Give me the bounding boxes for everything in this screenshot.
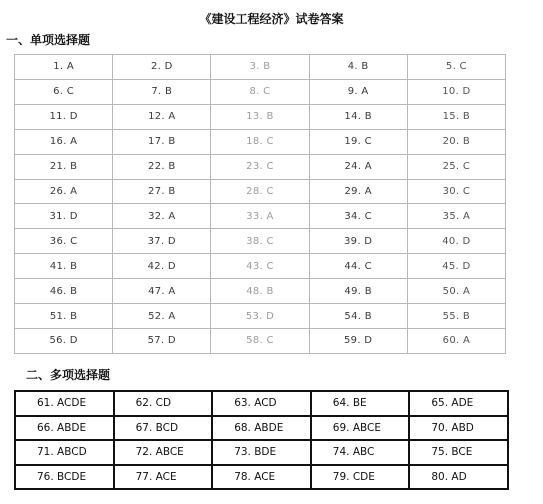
answer-cell: 43. C: [211, 254, 309, 279]
answer-cell: 23. C: [211, 154, 309, 179]
answer-cell: 19. C: [309, 129, 407, 154]
answer-cell: 54. B: [309, 304, 407, 329]
answer-cell: 25. C: [407, 154, 505, 179]
answer-cell: 35. A: [407, 204, 505, 229]
answer-cell: 16. A: [15, 129, 113, 154]
answer-cell: 51. B: [15, 304, 113, 329]
answer-cell: 2. D: [113, 55, 211, 80]
answer-cell: 57. D: [113, 328, 211, 353]
answer-cell: 30. C: [407, 179, 505, 204]
answer-cell: 74. ABC: [311, 440, 410, 465]
answer-cell: 7. B: [113, 79, 211, 104]
answer-cell: 80. AD: [409, 465, 508, 490]
answer-cell: 1. A: [15, 55, 113, 80]
answer-cell: 44. C: [309, 254, 407, 279]
table-row: [15, 416, 508, 441]
answer-cell: 75. BCE: [409, 440, 508, 465]
answer-cell: 21. B: [15, 154, 113, 179]
answer-cell: 13. B: [211, 104, 309, 129]
section-heading-multiple-choice: 二、多项选择题: [26, 368, 111, 382]
answer-cell: 68. ABDE: [212, 416, 311, 441]
answer-cell: 70. ABD: [409, 416, 508, 441]
table-row: [15, 328, 506, 353]
single-choice-answer-table: [14, 54, 506, 354]
table-row: [15, 204, 506, 229]
answer-cell: 60. A: [407, 328, 505, 353]
table-row: [15, 55, 506, 80]
answer-cell: 14. B: [309, 104, 407, 129]
answer-cell: 15. B: [407, 104, 505, 129]
answer-cell: 78. ACE: [212, 465, 311, 490]
answer-cell: 22. B: [113, 154, 211, 179]
answer-cell: 37. D: [113, 229, 211, 254]
answer-cell: 48. B: [211, 279, 309, 304]
answer-cell: 9. A: [309, 79, 407, 104]
answer-cell: 38. C: [211, 229, 309, 254]
answer-cell: 10. D: [407, 79, 505, 104]
answer-cell: 72. ABCE: [114, 440, 213, 465]
table-row: [15, 279, 506, 304]
answer-cell: 6. C: [15, 79, 113, 104]
section-heading-single-choice: 一、单项选择题: [6, 33, 91, 47]
answer-cell: 73. BDE: [212, 440, 311, 465]
table-row: [15, 391, 508, 416]
table-row: [15, 229, 506, 254]
answer-cell: 32. A: [113, 204, 211, 229]
answer-cell: 28. C: [211, 179, 309, 204]
answer-cell: 71. ABCD: [15, 440, 114, 465]
table-row: [15, 304, 506, 329]
table-row: [15, 440, 508, 465]
table-row: [15, 465, 508, 490]
answer-cell: 8. C: [211, 79, 309, 104]
answer-cell: 39. D: [309, 229, 407, 254]
answer-cell: 5. C: [407, 55, 505, 80]
answer-cell: 65. ADE: [409, 391, 508, 416]
answer-cell: 76. BCDE: [15, 465, 114, 490]
answer-cell: 40. D: [407, 229, 505, 254]
answer-cell: 62. CD: [114, 391, 213, 416]
answer-cell: 77. ACE: [114, 465, 213, 490]
answer-cell: 69. ABCE: [311, 416, 410, 441]
document-title: 《建设工程经济》试卷答案: [199, 12, 344, 26]
answer-cell: 33. A: [211, 204, 309, 229]
answer-cell: 53. D: [211, 304, 309, 329]
answer-cell: 26. A: [15, 179, 113, 204]
answer-cell: 79. CDE: [311, 465, 410, 490]
table-row: [15, 179, 506, 204]
answer-cell: 46. B: [15, 279, 113, 304]
answer-cell: 18. C: [211, 129, 309, 154]
answer-cell: 63. ACD: [212, 391, 311, 416]
answer-cell: 31. D: [15, 204, 113, 229]
answer-cell: 17. B: [113, 129, 211, 154]
answer-cell: 4. B: [309, 55, 407, 80]
answer-cell: 58. C: [211, 328, 309, 353]
answer-cell: 3. B: [211, 55, 309, 80]
answer-cell: 64. BE: [311, 391, 410, 416]
answer-cell: 67. BCD: [114, 416, 213, 441]
answer-cell: 50. A: [407, 279, 505, 304]
answer-cell: 52. A: [113, 304, 211, 329]
answer-cell: 66. ABDE: [15, 416, 114, 441]
answer-cell: 61. ACDE: [15, 391, 114, 416]
answer-cell: 20. B: [407, 129, 505, 154]
multiple-choice-answer-table: [14, 390, 509, 490]
answer-cell: 59. D: [309, 328, 407, 353]
table-row: [15, 254, 506, 279]
answer-cell: 49. B: [309, 279, 407, 304]
answer-cell: 47. A: [113, 279, 211, 304]
answer-cell: 29. A: [309, 179, 407, 204]
table-row: [15, 79, 506, 104]
table-row: [15, 129, 506, 154]
answer-cell: 36. C: [15, 229, 113, 254]
answer-cell: 34. C: [309, 204, 407, 229]
table-row: [15, 154, 506, 179]
answer-cell: 45. D: [407, 254, 505, 279]
answer-cell: 55. B: [407, 304, 505, 329]
answer-cell: 41. B: [15, 254, 113, 279]
answer-cell: 27. B: [113, 179, 211, 204]
answer-cell: 12. A: [113, 104, 211, 129]
answer-cell: 56. D: [15, 328, 113, 353]
table-row: [15, 104, 506, 129]
answer-cell: 11. D: [15, 104, 113, 129]
answer-cell: 42. D: [113, 254, 211, 279]
answer-cell: 24. A: [309, 154, 407, 179]
